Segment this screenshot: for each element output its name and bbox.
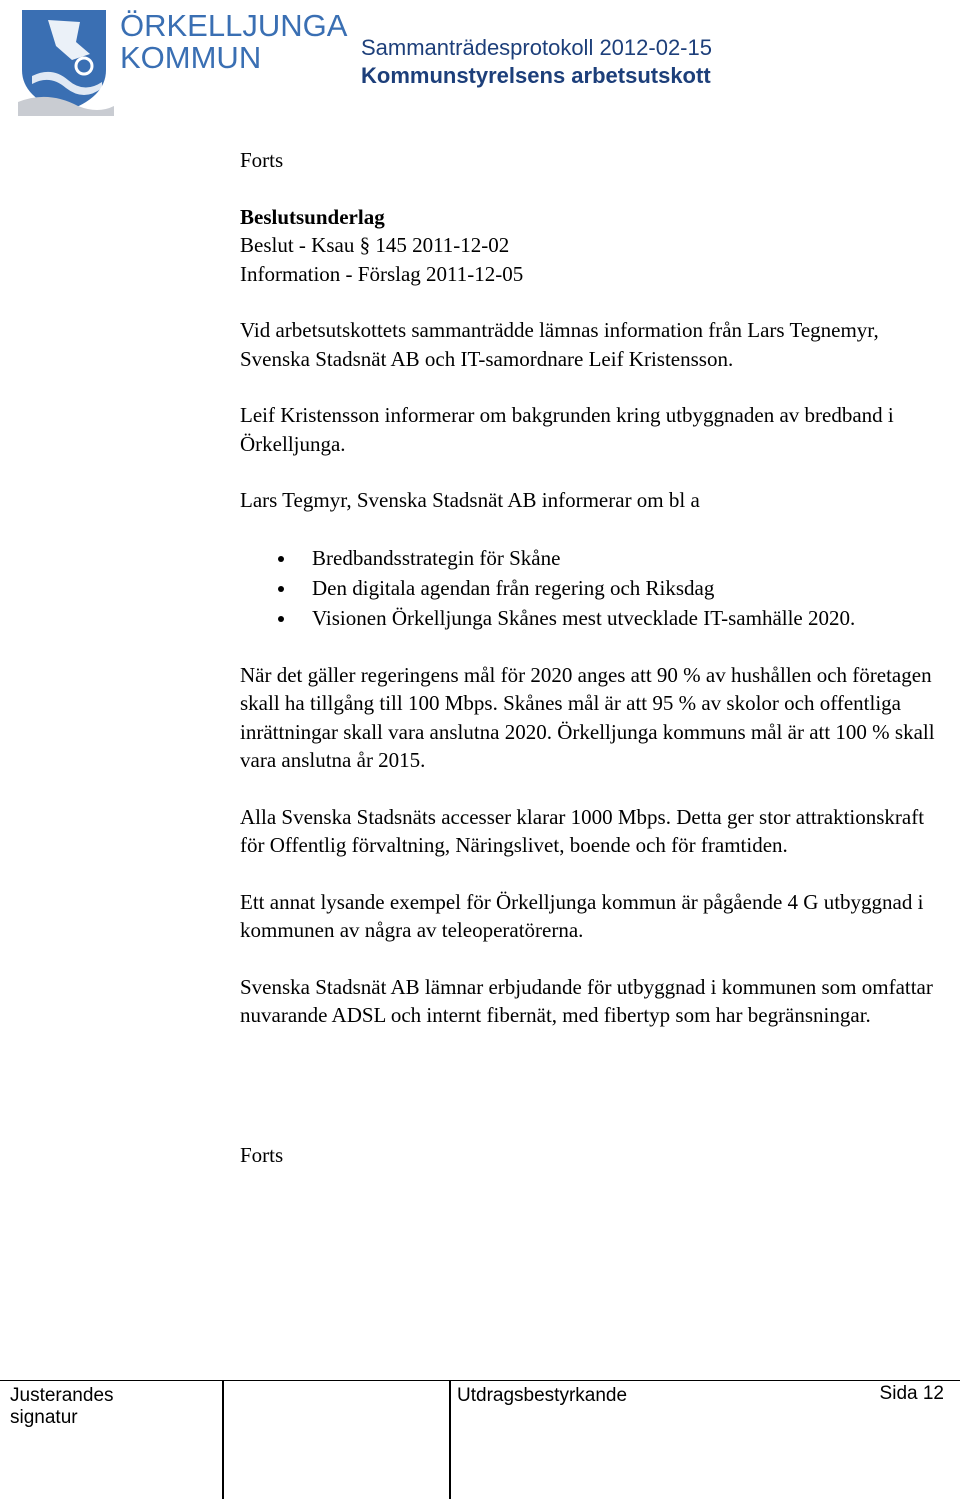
municipality-logo-icon (18, 6, 114, 116)
paragraph-7: Svenska Stadsnät AB lämnar erbjudande för utbyggnad i kommunen som omfattar nuvarande ADSL och internt fibernät, med fibertyp som har begränsningar. (240, 974, 933, 1027)
paragraph-3: Lars Tegmyr, Svenska Stadsnät AB informerar om bl a (240, 488, 700, 512)
paragraph-1: Vid arbetsutskottets sammanträdde lämnas information från Lars Tegnemyr, Svenska Stadsnät AB och IT-samordnare Leif Kristensson. (240, 318, 879, 371)
utdragsbestyrkande-label: Utdragsbestyrkande (457, 1385, 628, 1406)
document-body (240, 146, 950, 1030)
signature-footer (0, 1380, 960, 1499)
paragraph-4: När det gäller regeringens mål för 2020 anges att 90 % av hushållen och företagen skall ha tillgång till 100 Mbps. Skånes mål är att 95 % av skolor och offentliga inrättningar skall vara anslutna 2020. Örkelljunga kommuns mål är att 100 % skall vara anslutna år 2015. (240, 662, 935, 772)
document-header (361, 34, 712, 90)
forts-bottom: Forts (240, 1143, 284, 1167)
forts-top: Forts (240, 148, 284, 172)
list-item: Den digitala agendan från regering och Riksdag (240, 573, 950, 603)
logo-line-1: ÖRKELLJUNGA (120, 8, 348, 43)
underlag-line-1: Beslut - Ksau § 145 2011-12-02 (240, 233, 510, 257)
footer-divider (449, 1381, 451, 1499)
logo-wordmark (120, 10, 347, 74)
justerandes-label: Justerandes (10, 1385, 114, 1406)
paragraph-6: Ett annat lysande exempel för Örkelljunga kommun är pågående 4 G utbyggnad i kommunen av några av teleoperatörerna. (240, 889, 924, 942)
list-item: Visionen Örkelljunga Skånes mest utvecklade IT-samhälle 2020. (240, 603, 950, 633)
justerandes-signatur (10, 1385, 114, 1429)
footer-divider (222, 1381, 224, 1499)
committee-name: Kommunstyrelsens arbetsutskott (361, 63, 711, 88)
signatur-label: signatur (10, 1407, 78, 1428)
paragraph-5: Alla Svenska Stadsnäts accesser klarar 1000 Mbps. Detta ger stor attraktionskraft för Offentlig förvaltning, Näringslivet, boende och för framtiden. (240, 804, 925, 857)
bullet-list (240, 543, 950, 633)
underlag-title: Beslutsunderlag (240, 204, 385, 229)
logo-line-2: KOMMUN (120, 40, 262, 75)
page-number: Sida 12 (879, 1383, 944, 1404)
protocol-date: Sammanträdesprotokoll 2012-02-15 (361, 35, 712, 60)
list-item: Bredbandsstrategin för Skåne (240, 543, 950, 573)
paragraph-2: Leif Kristensson informerar om bakgrunden kring utbyggnaden av bredband i Örkelljunga. (240, 403, 894, 456)
underlag-line-2: Information - Förslag 2011-12-05 (240, 261, 524, 286)
